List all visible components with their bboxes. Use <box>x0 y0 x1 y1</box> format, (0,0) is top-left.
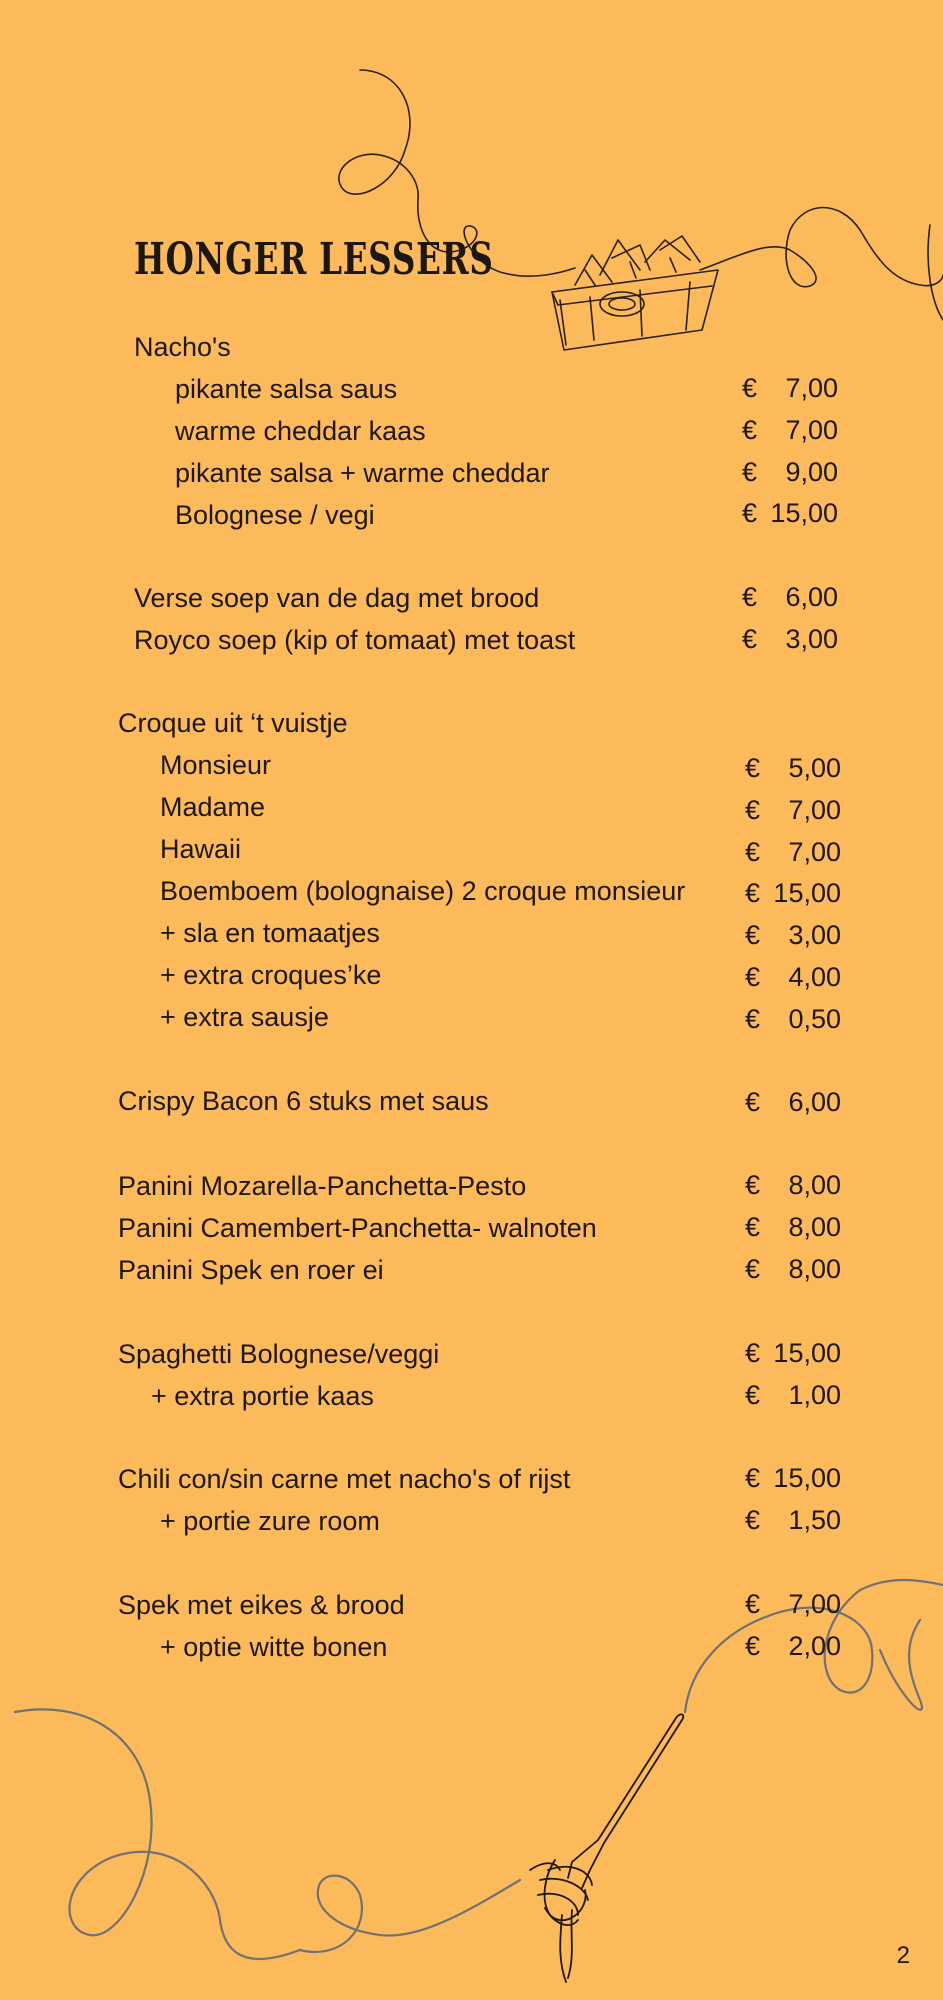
price-amount: 9,00 <box>785 457 838 487</box>
menu-item-label: + extra croques’ke <box>160 960 382 990</box>
price-amount: 15,00 <box>773 878 841 908</box>
menu-item-label: Nacho's <box>134 332 231 362</box>
currency-symbol: € <box>745 1254 761 1284</box>
price-amount: 5,00 <box>788 753 841 783</box>
currency-symbol: € <box>745 1338 761 1368</box>
price-amount: 8,00 <box>788 1212 841 1242</box>
menu-item-label: Panini Camembert-Panchetta- walnoten <box>118 1213 597 1243</box>
menu-item-label: Royco soep (kip of tomaat) met toast <box>134 625 576 655</box>
menu-item-label: pikante salsa saus <box>175 374 398 404</box>
price-amount: 8,00 <box>788 1254 841 1284</box>
currency-symbol: € <box>742 457 758 487</box>
menu-item-label: Boemboem (bolognaise) 2 croque monsieur <box>160 876 686 906</box>
currency-symbol: € <box>745 1380 761 1410</box>
price-amount: 1,00 <box>788 1380 841 1410</box>
menu-item-label: + extra sausje <box>160 1002 329 1032</box>
menu-item-label: + sla en tomaatjes <box>160 918 380 948</box>
page-number: 2 <box>896 1942 910 1969</box>
currency-symbol: € <box>745 753 761 783</box>
currency-symbol: € <box>745 920 761 950</box>
section-title: HONGER LESSERS <box>134 234 494 285</box>
menu-item-label: Croque uit ‘t vuistje <box>118 708 348 738</box>
price-amount: 15,00 <box>773 1338 841 1368</box>
menu-item-label: Hawaii <box>160 834 242 864</box>
currency-symbol: € <box>745 1463 761 1493</box>
currency-symbol: € <box>745 1170 761 1200</box>
menu-item-label: + portie zure room <box>160 1506 380 1536</box>
menu-item-label: Spek met eikes & brood <box>118 1590 405 1620</box>
price-amount: 7,00 <box>788 837 841 867</box>
price-amount: 6,00 <box>785 582 838 612</box>
menu-item-label: Monsieur <box>160 750 272 780</box>
menu-item-label: + optie witte bonen <box>160 1632 388 1662</box>
currency-symbol: € <box>742 582 758 612</box>
price-amount: 15,00 <box>773 1463 841 1493</box>
currency-symbol: € <box>745 1212 761 1242</box>
currency-symbol: € <box>745 962 761 992</box>
menu-item-label: pikante salsa + warme cheddar <box>175 458 550 488</box>
menu-item-label: Crispy Bacon 6 stuks met saus <box>118 1086 489 1116</box>
menu-item-label: Bolognese / vegi <box>175 500 375 530</box>
price-amount: 4,00 <box>788 962 841 992</box>
price-amount: 8,00 <box>788 1170 841 1200</box>
price-amount: 6,00 <box>788 1087 841 1117</box>
currency-symbol: € <box>745 837 761 867</box>
currency-symbol: € <box>745 1589 761 1619</box>
menu-item-label: Verse soep van de dag met brood <box>134 583 540 613</box>
currency-symbol: € <box>745 1505 761 1535</box>
price-amount: 15,00 <box>770 498 838 528</box>
currency-symbol: € <box>745 1087 761 1117</box>
menu-item-label: Panini Mozarella-Panchetta-Pesto <box>118 1171 527 1201</box>
price-amount: 7,00 <box>785 373 838 403</box>
price-amount: 1,50 <box>788 1505 841 1535</box>
price-amount: 7,00 <box>788 795 841 825</box>
price-amount: 2,00 <box>788 1631 841 1661</box>
menu-item-label: Spaghetti Bolognese/veggi <box>118 1339 440 1369</box>
price-amount: 7,00 <box>788 1589 841 1619</box>
currency-symbol: € <box>742 415 758 445</box>
currency-symbol: € <box>745 1631 761 1661</box>
menu-item-label: Panini Spek en roer ei <box>118 1255 384 1285</box>
price-amount: 7,00 <box>785 415 838 445</box>
price-amount: 3,00 <box>788 920 841 950</box>
price-amount: 0,50 <box>788 1004 841 1034</box>
currency-symbol: € <box>742 373 758 403</box>
menu-item-label: + extra portie kaas <box>151 1381 374 1411</box>
currency-symbol: € <box>745 1004 761 1034</box>
menu-item-label: Chili con/sin carne met nacho's of rijst <box>118 1464 571 1494</box>
menu-item-label: Madame <box>160 792 266 822</box>
currency-symbol: € <box>742 498 758 528</box>
menu-item-label: warme cheddar kaas <box>175 416 426 446</box>
currency-symbol: € <box>742 624 758 654</box>
price-amount: 3,00 <box>785 624 838 654</box>
currency-symbol: € <box>745 878 761 908</box>
currency-symbol: € <box>745 795 761 825</box>
